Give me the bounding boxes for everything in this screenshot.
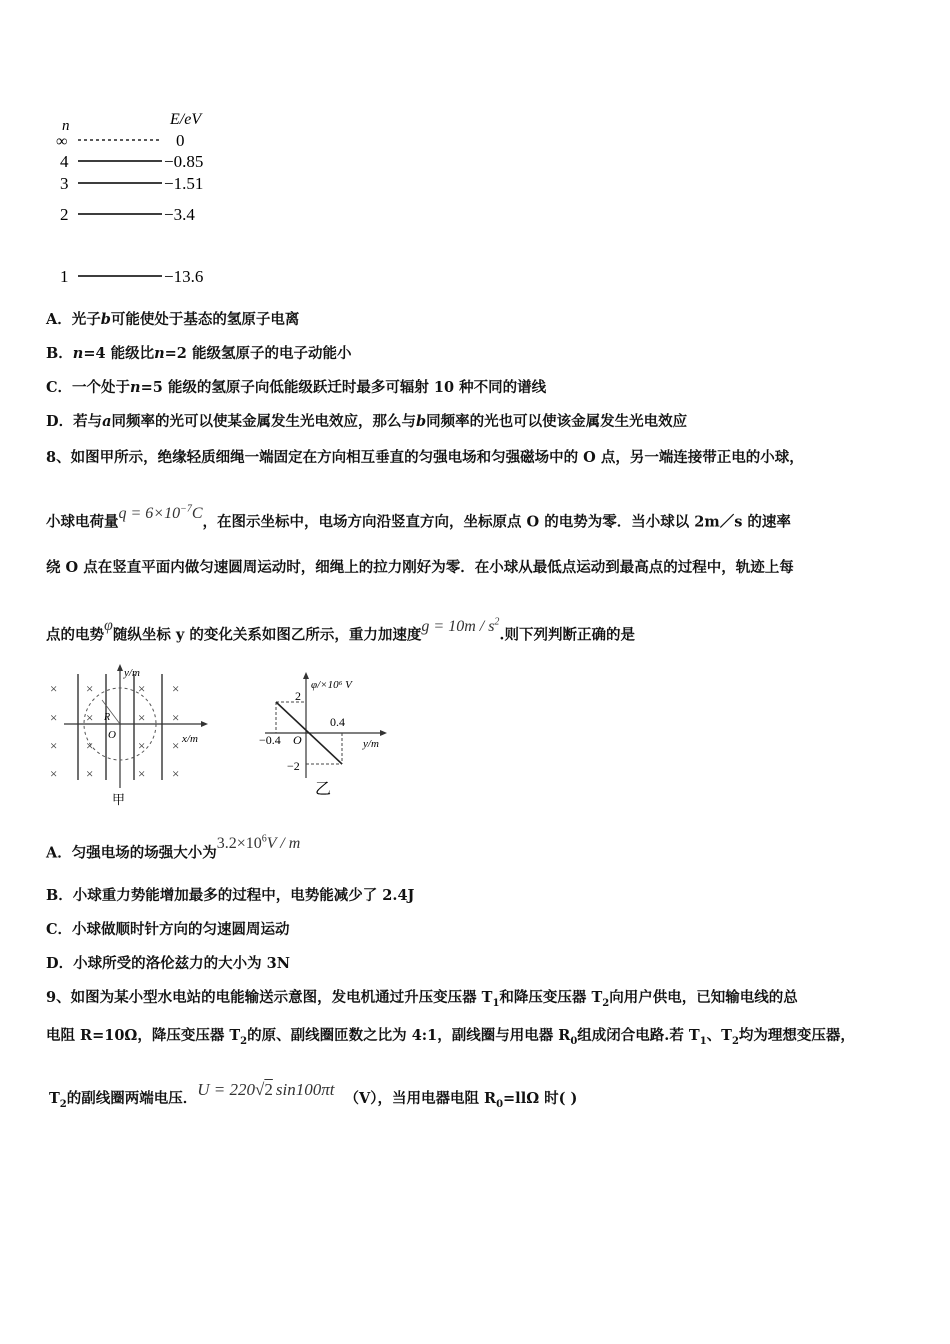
text: .则下列判断正确的是 [499, 626, 635, 644]
level-n-4: 4 [60, 152, 69, 171]
option-label: B． [46, 345, 73, 362]
option-text: 同频率的光可以使某金属发生光电效应，那么与 [111, 413, 416, 430]
tick-y-neg: −0.4 [259, 733, 281, 747]
figure-caption: 甲 [112, 792, 126, 807]
q8-line-3: 绕 O 点在竖直平面内做匀速圆周运动时，细绳上的拉力刚好为零．在小球从最低点运动到最高点的过程中，轨迹上每 [46, 559, 794, 576]
figure-yi [255, 668, 405, 808]
level-n-3: 3 [60, 174, 69, 193]
g-formula: $g = 10m / s^2$ [421, 617, 500, 636]
q7-option-b [46, 344, 351, 364]
cross-mark: × [172, 681, 180, 696]
q9-line-3: $T_2$的副线圈两端电压．U = 220√2 sin100πt （V），当用电器电阻 $R_0=ll\Omega$ 时( ) [49, 1080, 578, 1110]
photon-b: b [415, 413, 427, 430]
cross-mark: × [138, 766, 146, 781]
charge-formula: $q = 6\times 10^{-7}C$ [118, 504, 203, 523]
option-text: D．若与 [46, 413, 103, 430]
origin-label: O [108, 729, 116, 741]
tick-y-pos: 0.4 [330, 715, 345, 729]
q8-line-1: 8、如图甲所示，绝缘轻质细绳一端固定在方向相互垂直的匀强电场和匀强磁场中的 O 点，另一端连接带正电的小球， [46, 449, 804, 466]
x-axis-label: x/m [182, 733, 198, 745]
text: 随纵坐标 y 的变化关系如图乙所示，重力加速度 [112, 626, 422, 644]
level-energy-inf: 0 [176, 131, 185, 150]
y-axis-arrow [117, 664, 123, 671]
option-text: =4 能级比 [83, 345, 155, 362]
cross-mark: × [138, 710, 146, 725]
cross-mark: × [86, 681, 94, 696]
cross-mark: × [172, 766, 180, 781]
option-text: C．一个处于 [46, 379, 131, 396]
y-axis-label: y/m [124, 667, 140, 679]
origin-label: O [293, 733, 302, 747]
figure-caption: 乙 [315, 781, 332, 798]
cross-mark: × [138, 681, 146, 696]
option-text: A．光子 [46, 311, 101, 328]
cross-mark: × [86, 766, 94, 781]
q8-line-4 [46, 617, 635, 645]
n-axis-label: n [62, 118, 70, 134]
level-energy-3: −1.51 [164, 174, 204, 193]
q8-option-b: B．小球重力势能增加最多的过程中，电势能减少了 2.4J [46, 887, 415, 904]
y-axis-arrow [380, 730, 387, 736]
energy-axis-label: E/eV [170, 111, 202, 128]
energy-level-diagram [50, 108, 230, 293]
cross-mark: × [86, 738, 94, 753]
option-text: A．匀强电场的场强大小为 [46, 844, 217, 862]
cross-mark: × [50, 766, 58, 781]
q8-line-2 [46, 504, 791, 532]
q9-line-1: 9、如图为某小型水电站的电能输送示意图，发电机通过升压变压器 $T_1$和降压变压器 $T_2$向用户供电，已知输电线的总 [46, 989, 798, 1009]
cross-mark: × [50, 681, 58, 696]
photon-a: a [102, 413, 112, 430]
cross-mark: × [138, 738, 146, 753]
phi-axis-label: φ/×10⁶ V [311, 679, 352, 691]
level-n-1: 1 [60, 267, 69, 286]
field-strength-formula: $3.2\times 10^6V / m$ [216, 834, 301, 853]
photon-b: b [100, 311, 111, 328]
q7-option-c [46, 378, 546, 398]
level-n-2: 2 [60, 205, 69, 224]
level-energy-1: −13.6 [164, 267, 204, 286]
text: 点的电势 [46, 626, 104, 644]
level-n-inf: ∞ [56, 133, 68, 150]
text: ，在图示坐标中，电场方向沿竖直方向，坐标原点 O 的电势为零．当小球以 2m／s 的速率 [202, 513, 791, 531]
tick-phi-neg: −2 [287, 759, 300, 773]
phi-axis-arrow [303, 672, 309, 679]
cross-mark: × [86, 710, 94, 725]
tick-phi-pos: 2 [295, 689, 301, 703]
phi-symbol: φ [104, 617, 113, 635]
voltage-formula: U = 220√2 sin100πt [197, 1080, 335, 1099]
option-text: 可能使处于基态的氢原子电离 [110, 311, 300, 328]
y-axis-label: y/m [363, 738, 379, 750]
level-energy-4: −0.85 [164, 152, 204, 171]
figure-jia [42, 662, 212, 812]
option-text: =5 能级的氢原子向低能级跃迁时最多可辐射 10 种不同的谱线 [140, 379, 547, 396]
q7-option-a [46, 310, 299, 330]
q8-option-a [46, 834, 301, 863]
text: 小球电荷量 [46, 513, 119, 531]
cross-mark: × [172, 710, 180, 725]
q9-line-2: 电阻 R=10Ω，降压变压器 $T_2$的原、副线圈匝数之比为 4:1，副线圈与用电器 $R_0$组成闭合电路.若 $T_1$、$T_2$均为理想变压器， [46, 1027, 855, 1047]
q7-option-d [46, 412, 687, 432]
level-energy-2: −3.4 [164, 205, 195, 224]
cross-mark: × [172, 738, 180, 753]
cross-mark: × [50, 710, 58, 725]
var-n: n [130, 379, 141, 396]
option-text: =2 能级氢原子的电子动能小 [164, 345, 352, 362]
var-n: n [154, 345, 165, 362]
var-n: n [72, 345, 84, 362]
cross-mark: × [50, 738, 58, 753]
x-axis-arrow [201, 721, 208, 727]
q8-option-c: C．小球做顺时针方向的匀速圆周运动 [46, 921, 290, 938]
q8-option-d: D．小球所受的洛伦兹力的大小为 3N [46, 955, 290, 972]
radius-label: R [104, 712, 111, 723]
option-text: 同频率的光也可以使该金属发生光电效应 [426, 413, 688, 430]
